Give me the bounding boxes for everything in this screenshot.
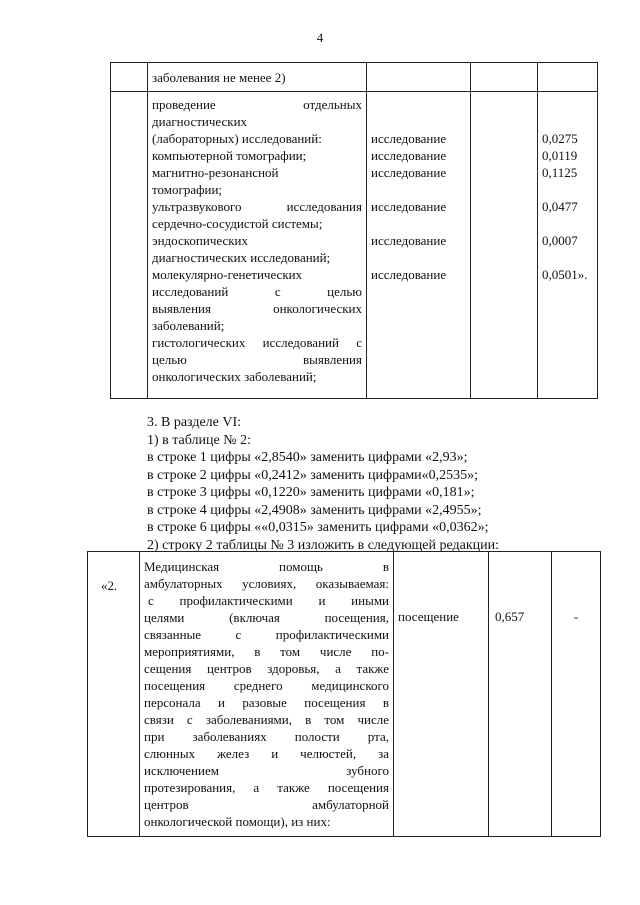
t1-unit: исследование xyxy=(371,131,447,146)
paragraph-line: в строке 2 цифры «0,2412» заменить цифрами«0,2535»; xyxy=(147,467,479,483)
t2-desc-line: персонала и разовые посещения в xyxy=(144,695,389,710)
t1-value: 0,0275 xyxy=(542,131,578,146)
table-2-row xyxy=(88,552,601,837)
t2-value-cell xyxy=(489,552,552,837)
t1-desc-line: исследований с целью xyxy=(152,284,362,299)
t2-dash-cell xyxy=(552,552,601,837)
t1-value: 0,0477 xyxy=(542,199,578,214)
section-heading: 3. В разделе VI: xyxy=(147,415,242,430)
t1-value: 0,1125 xyxy=(542,165,578,180)
t2-desc-line: слюнных желез и челюстей, за xyxy=(144,746,389,761)
t1-unit: исследование xyxy=(371,148,447,163)
t1-desc-line: (лабораторных) исследований: xyxy=(152,131,322,146)
t1-r2-num-cell xyxy=(111,92,148,399)
t1-value: 0,0007 xyxy=(542,233,578,248)
t2-value: 0,657 xyxy=(495,609,525,624)
t1-value: 0,0119 xyxy=(542,148,578,163)
t1-r2-value-cell xyxy=(538,92,598,399)
t1-desc-line: томографии; xyxy=(152,182,223,197)
t1-unit: исследование xyxy=(371,267,447,282)
table-1-row-1 xyxy=(111,63,598,92)
t2-desc-cell xyxy=(140,552,394,837)
paragraph-line: в строке 3 цифры «0,1220» заменить цифрами «0,181»; xyxy=(147,485,475,500)
t1-desc-line: магнитно-резонансной xyxy=(152,165,279,180)
t1-r2-unit-cell xyxy=(367,92,471,399)
t1-desc-line: проведение отдельных xyxy=(152,97,362,112)
t1-desc-line: сердечно-сосудистой системы; xyxy=(152,216,323,231)
t1-desc-line: эндоскопических xyxy=(152,233,248,248)
t2-desc-line: мероприятиями, в том числе по- xyxy=(144,644,389,659)
t1-desc-line: диагностических xyxy=(152,114,248,129)
t2-desc-line: амбулаторных условиях, оказываемая: xyxy=(144,576,389,591)
t1-r1-empty-cell xyxy=(471,63,538,92)
t1-desc-line: ультразвукового исследования xyxy=(152,199,362,214)
t1-r1-desc-cell xyxy=(148,63,367,92)
paragraph-line: в строке 6 цифры ««0,0315» заменить цифрами «0,0362»; xyxy=(147,520,489,535)
t2-dash: - xyxy=(573,609,579,624)
t1-desc-line: молекулярно-генетических xyxy=(152,267,303,282)
page-number: 4 xyxy=(316,30,324,45)
t2-desc-line: посещения среднего медицинского xyxy=(144,678,389,693)
t1-desc-line: заболеваний; xyxy=(152,318,225,333)
t2-desc-line: протезирования, а также посещения xyxy=(144,780,389,795)
table-1 xyxy=(110,62,598,399)
t2-num-cell xyxy=(88,552,140,837)
t1-value: 0,0501». xyxy=(542,267,588,282)
t1-r1-unit-cell xyxy=(367,63,471,92)
t2-unit-cell xyxy=(394,552,489,837)
table-1-row-2 xyxy=(111,92,598,399)
t2-desc-line: сещения центров здоровья, а также xyxy=(144,661,389,676)
t2-desc-line: с профилактическими и иными xyxy=(148,593,389,608)
t2-unit: посещение xyxy=(398,609,459,624)
t1-r1-num-cell xyxy=(111,63,148,92)
paragraph-line: 1) в таблице № 2: xyxy=(147,432,251,448)
t1-desc-line: онкологических заболеваний; xyxy=(152,369,317,384)
t1-desc-line: выявления онкологических xyxy=(152,301,362,316)
t2-desc-line: Медицинская помощь в xyxy=(144,559,389,574)
t1-desc-line: компьютерной томографии; xyxy=(152,148,307,163)
t2-row-number: «2. xyxy=(101,578,118,593)
t1-unit: исследование xyxy=(371,165,447,180)
t1-unit: исследование xyxy=(371,233,447,248)
t2-desc-line: связи с заболеваниями, в том числе xyxy=(144,712,389,727)
t2-desc-line: центров амбулаторной xyxy=(144,797,389,812)
t2-desc-line: связанные с профилактическими xyxy=(144,627,389,642)
t2-desc-line: онкологической помощи), из них: xyxy=(144,814,331,829)
t2-desc-line: целями (включая посещения, xyxy=(144,610,389,625)
t1-r2-empty-cell xyxy=(471,92,538,399)
t1-desc-line: гистологических исследований с xyxy=(152,335,362,350)
t1-desc-line: целью выявления xyxy=(152,352,362,367)
t2-desc-line: при заболеваниях полости рта, xyxy=(144,729,389,744)
paragraph-line: в строке 1 цифры «2,8540» заменить цифрами «2,93»; xyxy=(147,450,468,465)
t2-desc-line: исключением зубного xyxy=(144,763,389,778)
table-2 xyxy=(87,551,601,837)
paragraph-line: 2) строку 2 таблицы № 3 изложить в следующей редакции: xyxy=(147,537,500,553)
t1-r1-desc-text: заболевания не менее 2) xyxy=(152,70,286,85)
t1-r1-value-cell xyxy=(538,63,598,92)
t1-unit: исследование xyxy=(371,199,447,214)
t1-r2-desc-cell xyxy=(148,92,367,399)
t1-desc-line: диагностических исследований; xyxy=(152,250,331,265)
paragraph-line: в строке 4 цифры «2,4908» заменить цифрами «2,4955»; xyxy=(147,502,482,518)
